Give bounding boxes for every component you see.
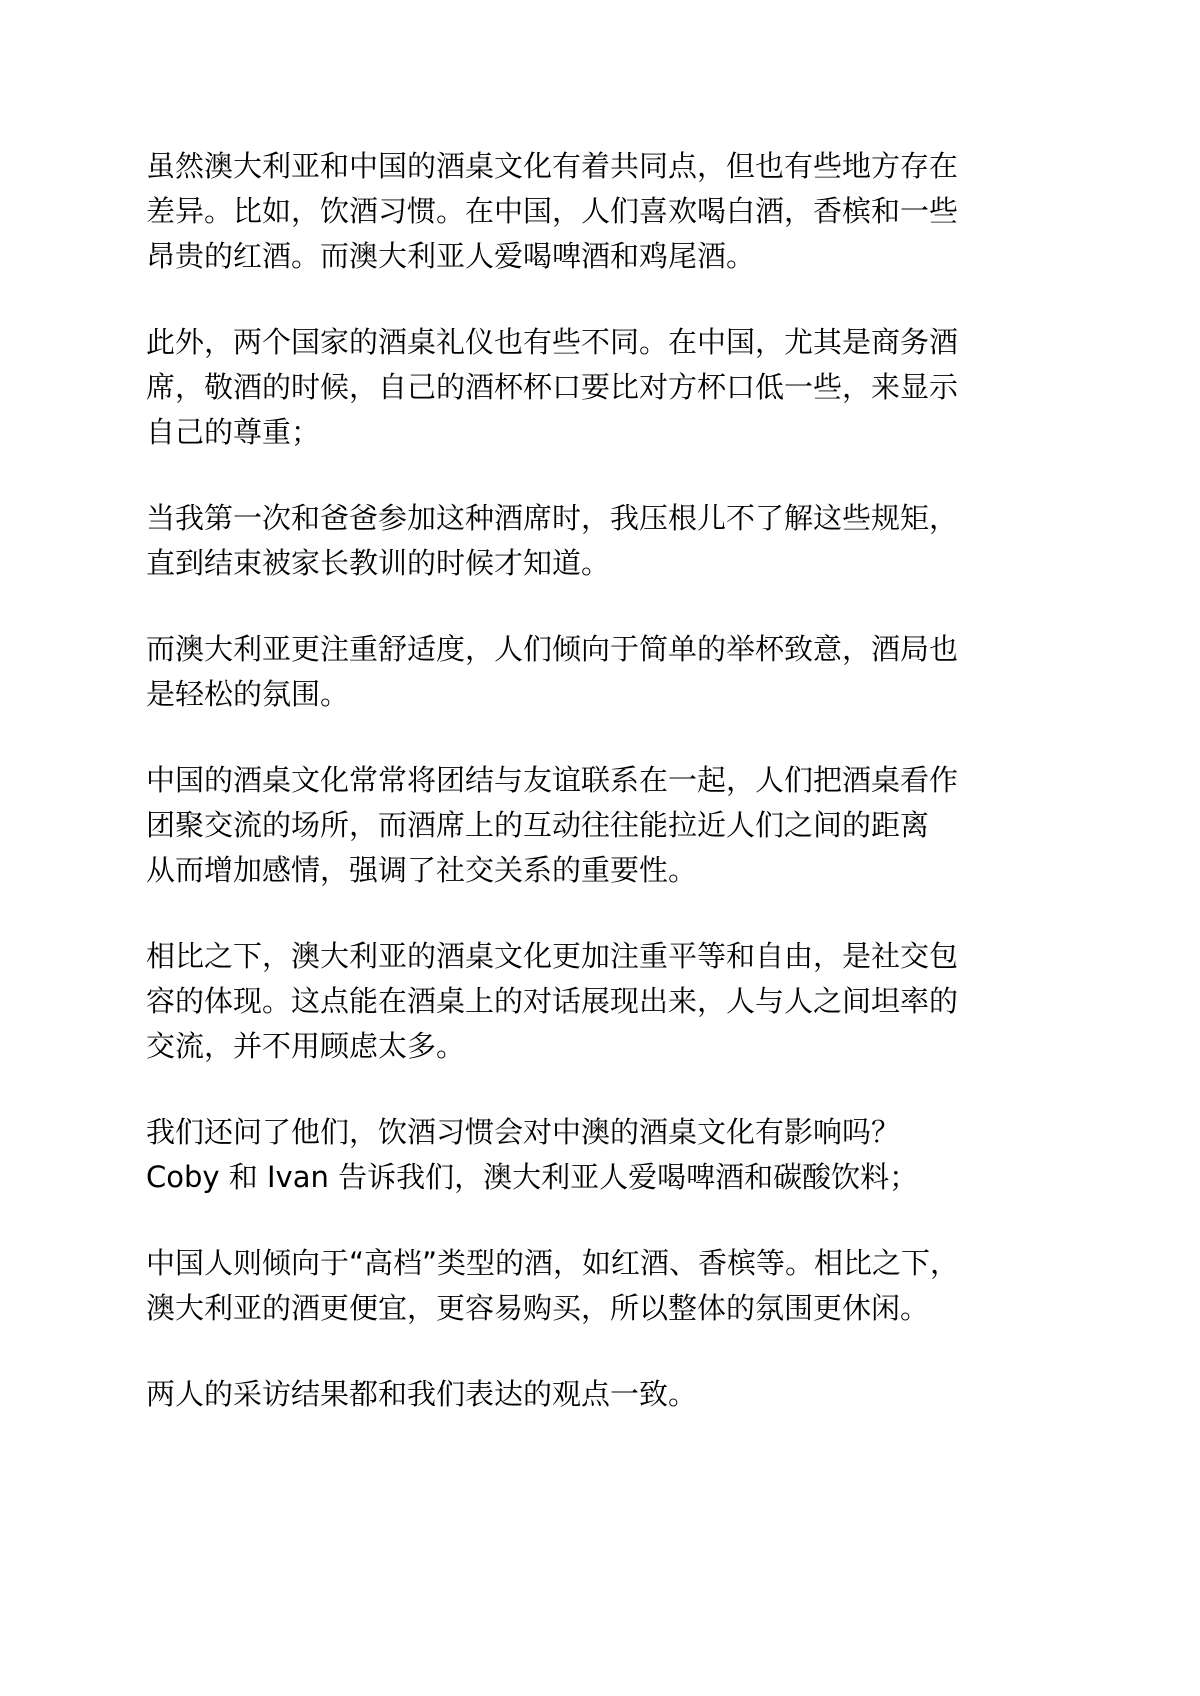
text-line: 昂贵的红酒。而澳大利亚人爱喝啤酒和鸡尾酒。 [146, 239, 756, 273]
paragraph-1 [146, 144, 1066, 279]
text-line: 差异。比如，饮酒习惯。在中国，人们喜欢喝白酒，香槟和一些 [146, 194, 959, 228]
paragraph-2 [146, 320, 1066, 455]
paragraph-5 [146, 758, 1066, 893]
text-line: 相比之下，澳大利亚的酒桌文化更加注重平等和自由，是社交包 [146, 939, 959, 973]
paragraph-8 [146, 1241, 1066, 1331]
text-line: 虽然澳大利亚和中国的酒桌文化有着共同点，但也有些地方存在 [146, 149, 959, 183]
text-line: 从而增加感情，强调了社交关系的重要性。 [146, 853, 698, 887]
paragraph-7 [146, 1110, 1066, 1200]
text-line: Coby 和 Ivan 告诉我们，澳大利亚人爱喝啤酒和碳酸饮料； [146, 1160, 919, 1194]
text-line: 而澳大利亚更注重舒适度，人们倾向于简单的举杯致意，酒局也 [146, 632, 959, 666]
paragraph-3 [146, 496, 1066, 586]
paragraph-4 [146, 627, 1066, 717]
text-line: 中国人则倾向于“高档”类型的酒，如红酒、香槟等。相比之下， [146, 1246, 960, 1280]
article-body [146, 144, 1066, 1458]
text-line: 直到结束被家长教训的时候才知道。 [146, 546, 611, 580]
text-line: 两人的采访结果都和我们表达的观点一致。 [146, 1377, 698, 1411]
text-line: 此外，两个国家的酒桌礼仪也有些不同。在中国，尤其是商务酒 [146, 325, 959, 359]
text-line: 席，敬酒的时候，自己的酒杯杯口要比对方杯口低一些，来显示 [146, 370, 959, 404]
text-line: 团聚交流的场所，而酒席上的互动往往能拉近人们之间的距离 [146, 808, 930, 842]
text-line: 容的体现。这点能在酒桌上的对话展现出来，人与人之间坦率的 [146, 984, 959, 1018]
text-line: 中国的酒桌文化常常将团结与友谊联系在一起，人们把酒桌看作 [146, 763, 959, 797]
text-line: 自己的尊重； [146, 415, 321, 449]
text-line: 当我第一次和爸爸参加这种酒席时，我压根儿不了解这些规矩， [146, 501, 959, 535]
paragraph-6 [146, 934, 1066, 1069]
text-line: 交流，并不用顾虑太多。 [146, 1029, 466, 1063]
text-line: 我们还问了他们，饮酒习惯会对中澳的酒桌文化有影响吗？ [146, 1115, 901, 1149]
text-line: 澳大利亚的酒更便宜，更容易购买，所以整体的氛围更休闲。 [146, 1291, 930, 1325]
paragraph-9 [146, 1372, 1066, 1417]
text-line: 是轻松的氛围。 [146, 677, 350, 711]
